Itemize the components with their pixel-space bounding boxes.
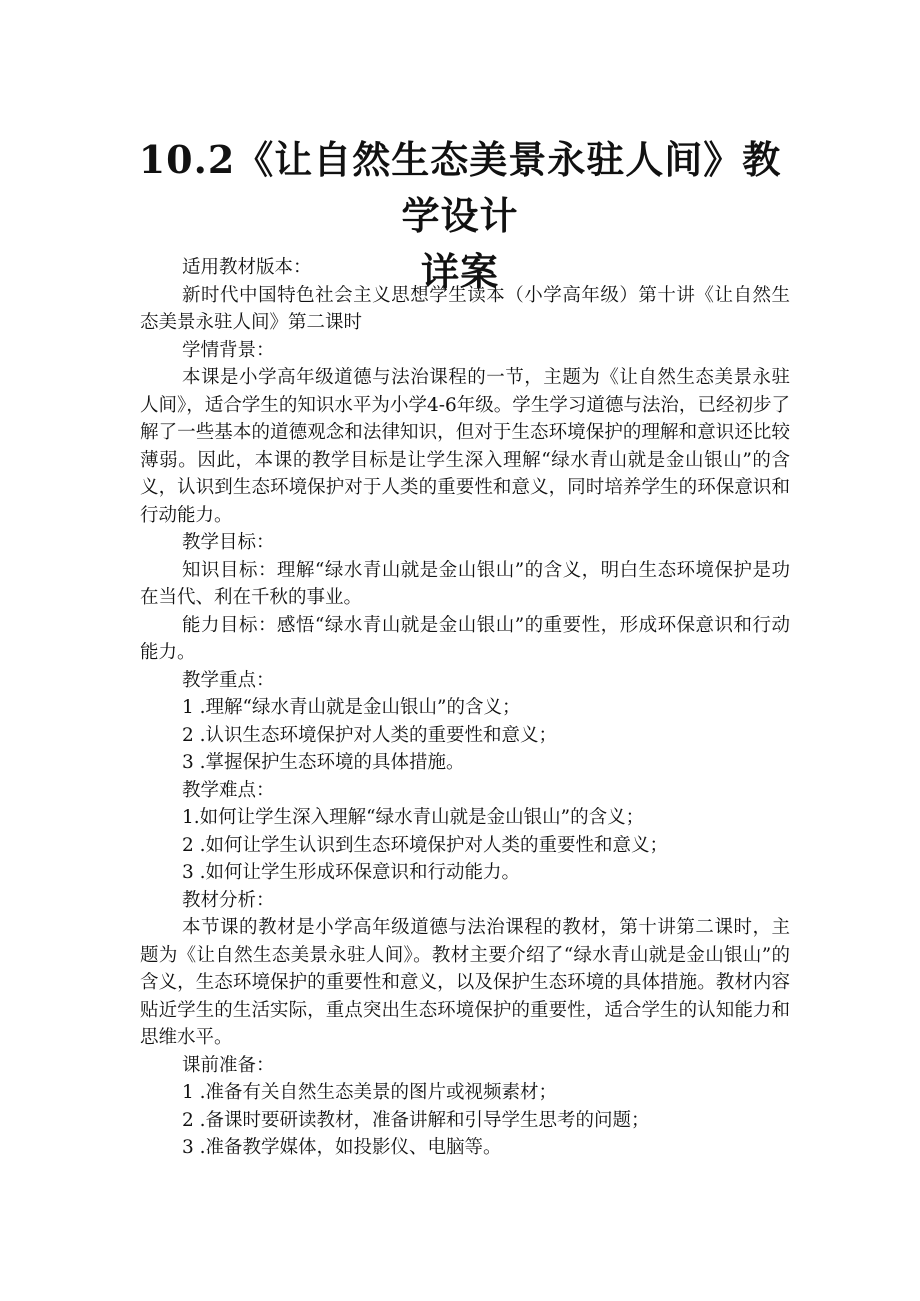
background-paragraph: 本课是小学高年级道德与法治课程的一节，主题为《让自然生态美景永驻人间》，适合学生的知识水平为小学4-6年级。学生学习道德与法治，已经初步了解了一些基本的道德观念和法律知识，但对于生态环境保护的理解和意识还比较薄弱。因此，本课的教学目标是让学生深入理解“绿水青山就是金山银山”的含义，认识到生态环境保护对于人类的重要性和意义，同时培养学生的环保意识和行动能力。 [140,367,790,526]
preparation-heading: 课前准备： [182,1054,275,1076]
textbook-paragraph: 新时代中国特色社会主义思想学生读本（小学高年级）第十讲《让自然生态美景永驻人间》第二课时 [140,284,790,333]
goal-ability: 能力目标：感悟“绿水青山就是金山银山”的重要性，形成环保意识和行动能力。 [140,614,790,663]
analysis-paragraph: 本节课的教材是小学高年级道德与法治课程的教材，第十讲第二课时，主题为《让自然生态美景永驻人间》。教材主要介绍了“绿水青山就是金山银山”的含义，生态环境保护的重要性和意义，以及保护生态环境的具体措施。教材内容贴近学生的生活实际，重点突出生态环境保护的重要性，适合学生的认知能力和思维水平。 [140,917,790,1048]
key-point-item: 2 .认识生态环境保护对人类的重要性和意义； [182,724,558,746]
difficulties-heading: 教学难点： [182,779,275,801]
key-points-heading: 教学重点： [182,669,275,691]
difficulty-item: 1.如何让学生深入理解“绿水青山就是金山银山”的含义； [182,807,645,828]
difficulty-item: 2 .如何让学生认识到生态环境保护对人类的重要性和意义； [182,834,669,856]
analysis-heading: 教材分析： [182,889,275,911]
textbook-heading: 适用教材版本： [182,257,312,278]
goal-knowledge: 知识目标：理解“绿水青山就是金山银山”的含义，明白生态环境保护是功在当代、利在千秋的事业。 [140,559,790,608]
key-point-item: 3 .掌握保护生态环境的具体措施。 [182,752,465,773]
difficulty-item: 3 .如何让学生形成环保意识和行动能力。 [182,862,521,883]
document-body [140,254,790,1162]
preparation-item: 1 .准备有关自然生态美景的图片或视频素材； [182,1082,558,1103]
goals-heading: 教学目标： [182,532,275,553]
title-line-1: 10.2《让自然生态美景永驻人间》教学设计 [138,137,782,238]
preparation-item: 3 .准备教学媒体，如投影仪、电脑等。 [182,1137,502,1158]
preparation-item: 2 .备课时要研读教材，准备讲解和引导学生思考的问题； [182,1109,650,1131]
key-point-item: 1 .理解“绿水青山就是金山银山”的含义； [182,697,521,718]
title-line-2: 详案 [420,249,499,294]
background-heading: 学情背景： [182,339,275,361]
